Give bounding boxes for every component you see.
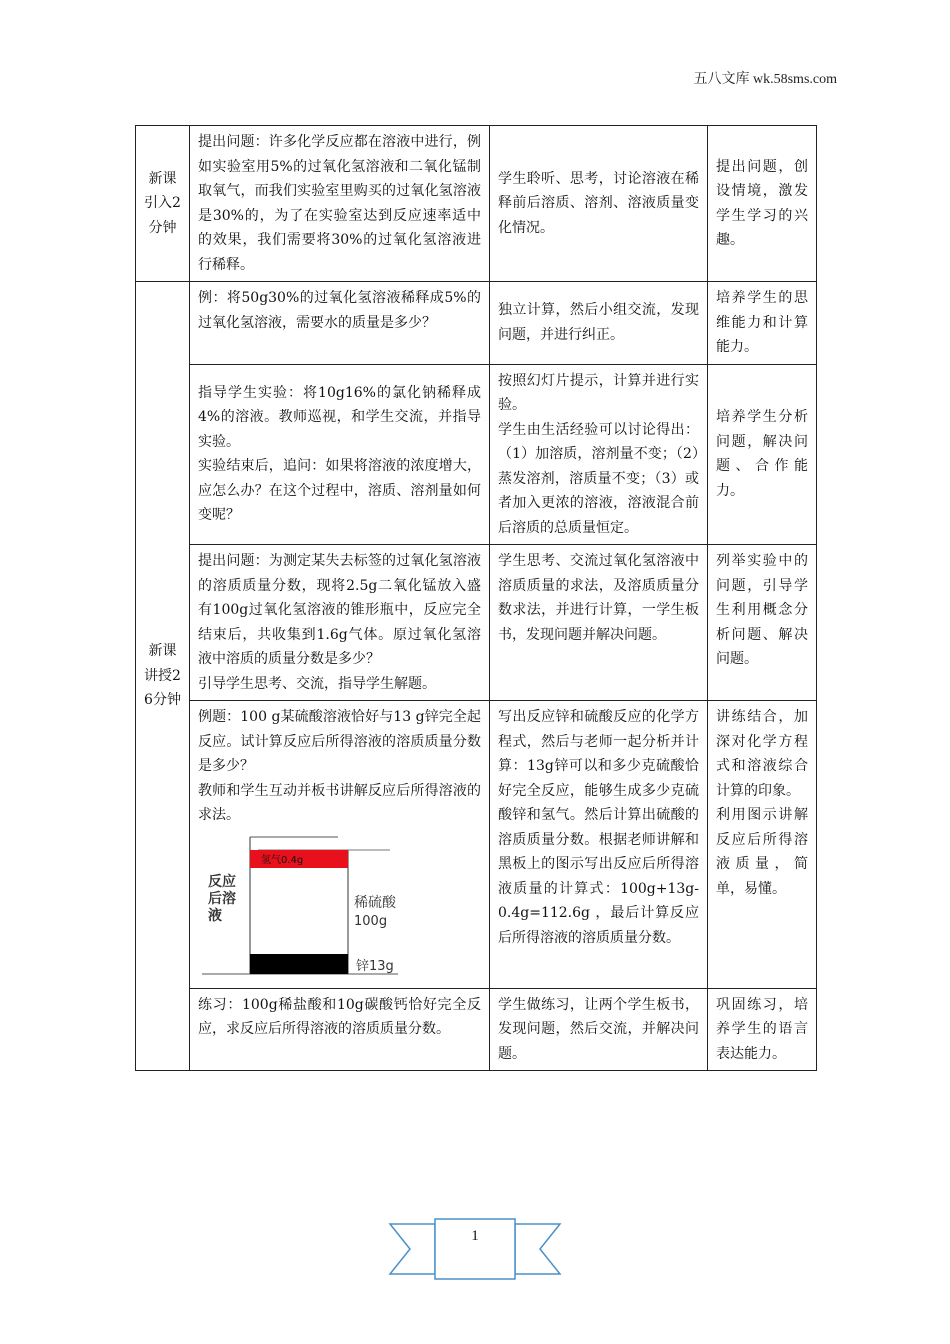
header-site-label: 五八文库 wk.58sms.com <box>693 72 837 87</box>
student-cell-r2 <box>490 364 708 545</box>
student-cell-r3: 学生思考、交流过氧化氢溶液中溶质质量的求法，及溶质质量分数求法，并进行计算，一学生板书，发现问题并解决问题。 <box>490 545 708 701</box>
lesson-plan-table <box>135 125 817 1071</box>
diagram-acid-mass: 100g <box>354 913 388 929</box>
table-row-3 <box>136 545 817 701</box>
solution-mass-diagram <box>198 834 403 984</box>
intent-cell-r4 <box>708 701 817 989</box>
table-row-4 <box>136 701 817 989</box>
badge-left-ribbon <box>390 1224 435 1274</box>
teacher-cell-r5: 练习：100g稀盐酸和10g碳酸钙恰好完全反应，求反应后所得溶液的溶质质量分数。 <box>190 988 490 1071</box>
student-cell-r1: 独立计算，然后小组交流，发现问题，并进行纠正。 <box>490 282 708 365</box>
teacher-text-r4-p2: 教师和学生互动并板书讲解反应后所得溶液的求法。 <box>198 782 481 823</box>
diagram-left-label-1: 反应 <box>208 873 236 890</box>
teacher-text-r3-p1: 提出问题：为测定某失去标签的过氧化氢溶液的溶质质量分数，现将2.5g二氧化锰放入盛有100g过氧化氢溶液的锥形瓶中，反应完全结束后，共收集到1.6g气体。原过氧化氢溶液中溶质的质量分数是多少？ <box>198 553 481 667</box>
teacher-cell-r1: 例：将50g30%的过氧化氢溶液稀释成5%的过氧化氢溶液，需要水的质量是多少？ <box>190 282 490 365</box>
intent-cell-intro: 提出问题，创设情境，激发学生学习的兴趣。 <box>708 126 817 282</box>
teacher-text-r4-p1: 例题：100 g某硫酸溶液恰好与13 g锌完全起反应。试计算反应后所得溶液的溶质质量分数是多少？ <box>198 709 481 774</box>
hydrogen-label: 氢气0.4g <box>261 854 304 866</box>
stage-cell-intro: 新课引入2分钟 <box>136 126 190 282</box>
page-number: 1 <box>471 1228 479 1244</box>
diagram-zinc-label: 锌13g <box>356 958 394 974</box>
table-row-5 <box>136 988 817 1071</box>
teacher-text-r2-p1: 指导学生实验：将10g16%的氯化钠稀释成4%的溶液。教师巡视，和学生交流，并指导实验。 <box>198 384 481 450</box>
page-number-badge <box>385 1214 565 1284</box>
diagram-acid-label: 稀硫酸 <box>354 894 396 911</box>
intent-cell-r3: 列举实验中的问题，引导学生利用概念分析问题、解决问题。 <box>708 545 817 701</box>
teacher-text-r3-p2: 引导学生思考、交流，指导学生解题。 <box>198 675 436 692</box>
intent-cell-r1: 培养学生的思维能力和计算能力。 <box>708 282 817 365</box>
table-row-intro <box>136 126 817 282</box>
student-text-r2-p1: 按照幻灯片提示，计算并进行实验。 <box>498 372 699 413</box>
student-text-r2-p2: 学生由生活经验可以讨论得出：（1）加溶质，溶剂量不变；（2）蒸发溶剂，溶质量不变；（3）或者加入更浓的溶液，溶液混合前后溶质的总质量恒定。 <box>498 421 699 536</box>
table-row-1 <box>136 282 817 365</box>
teacher-cell-r2 <box>190 364 490 545</box>
table-row-2 <box>136 364 817 545</box>
teacher-cell-r3 <box>190 545 490 701</box>
badge-right-ribbon <box>515 1224 560 1274</box>
zinc-bar <box>250 954 348 974</box>
diagram-left-label-3: 液 <box>208 907 222 924</box>
intent-text-r4-p2: 利用图示讲解反应后所得溶液质量，简单，易懂。 <box>716 807 808 897</box>
teacher-text-r2-p2: 实验结束后，追问：如果将溶液的浓度增大，应怎么办？在这个过程中，溶质、溶剂量如何变呢？ <box>198 458 481 524</box>
intent-cell-r5: 巩固练习，培养学生的语言表达能力。 <box>708 988 817 1071</box>
student-cell-r5: 学生做练习，让两个学生板书，发现问题，然后交流，并解决问题。 <box>490 988 708 1071</box>
teacher-cell-intro: 提出问题：许多化学反应都在溶液中进行，例如实验室用5%的过氧化氢溶液和二氧化锰制取氧气，而我们实验室里购买的过氧化氢溶液是30%的，为了在实验室达到反应速率适中的效果，我们需要将30%的过氧化氢溶液进行稀释。 <box>190 126 490 282</box>
intent-text-r4-p1: 讲练结合，加深对化学方程式和溶液综合计算的印象。 <box>716 709 808 799</box>
diagram-left-label-2: 后溶 <box>208 890 236 907</box>
intent-cell-r2: 培养学生分析问题，解决问题、合作能力。 <box>708 364 817 545</box>
teacher-cell-r4 <box>190 701 490 989</box>
student-cell-intro: 学生聆听、思考，讨论溶液在稀释前后溶质、溶剂、溶液质量变化情况。 <box>490 126 708 282</box>
student-cell-r4: 写出反应锌和硫酸反应的化学方程式，然后与老师一起分析并计算：13g锌可以和多少克硫酸恰好完全反应，能够生成多少克硫酸锌和氢气。然后计算出硫酸的溶质质量分数。根据老师讲解和黑板上的图示写出反应后所得溶液质量的计算式：100g+13g-0.4g=112.6g ，最后计算反应后所得溶液的溶质质量分数。 <box>490 701 708 989</box>
stage-cell-teach: 新课讲授26分钟 <box>136 282 190 1071</box>
